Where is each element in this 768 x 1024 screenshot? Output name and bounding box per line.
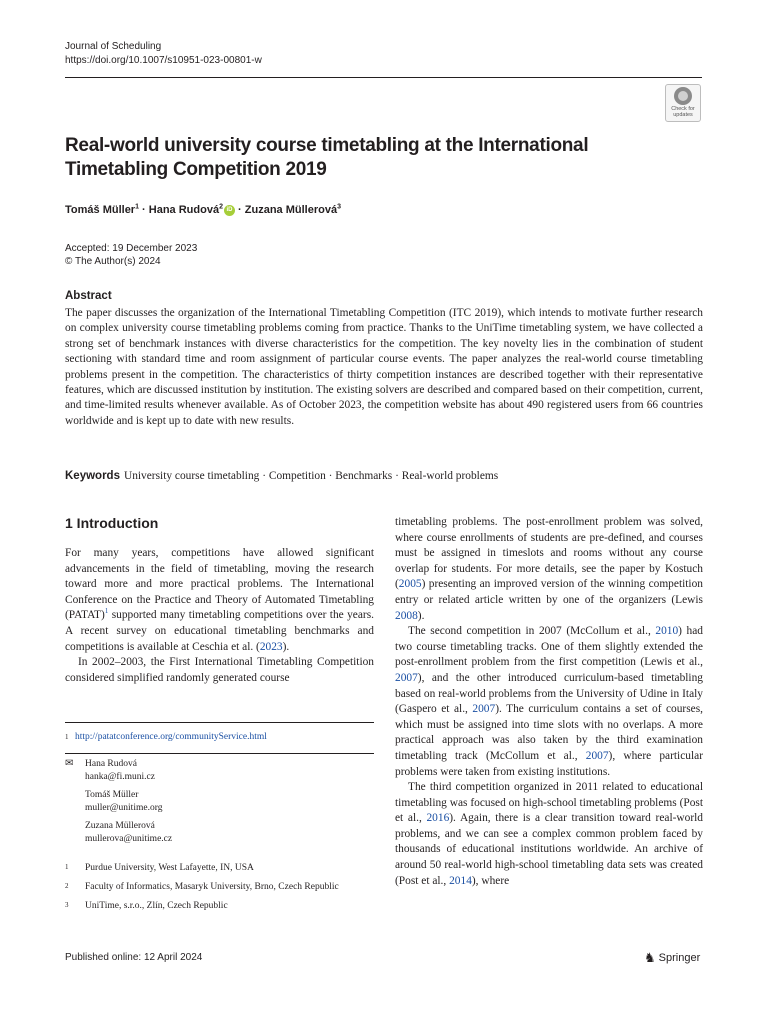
published-date: Published online: 12 April 2024: [65, 952, 203, 963]
affiliation-number: 2: [65, 882, 69, 890]
envelope-icon: ✉: [65, 758, 74, 769]
contact-email[interactable]: mullerova@unitime.cz: [85, 833, 173, 844]
footnote-ref[interactable]: 1: [104, 607, 109, 616]
affiliation-entry: [65, 900, 374, 913]
citation-link[interactable]: 2023: [259, 640, 283, 653]
contacts-rule: [65, 753, 374, 754]
left-column: [65, 546, 374, 686]
contact-list: [65, 758, 374, 851]
author-name[interactable]: Hana Rudová: [148, 204, 220, 216]
contact-name: Tomáš Müller: [85, 790, 139, 800]
header-rule: [65, 77, 702, 78]
badge-label: Check for updates: [671, 106, 695, 118]
author-list: Tomáš Müller$^1$ · Hana Rudová$^2$ iD · Zuzana Müllerová$^3$: [65, 203, 341, 216]
affiliation-entry: [65, 862, 374, 875]
author-affil-sup: 3: [337, 203, 341, 211]
citation-link[interactable]: 2005: [398, 578, 422, 591]
article-title: Real-world university course timetabling at the International Timetabling Competition 2019: [65, 135, 589, 180]
author-name[interactable]: Zuzana Müllerová: [244, 204, 338, 216]
publisher-logo[interactable]: [644, 950, 700, 966]
citation-link[interactable]: 2007: [395, 671, 418, 684]
citation-link[interactable]: 2008: [395, 609, 418, 622]
paragraph: The third competition organized in 2011 related to educational timetabling was focused on high-school timetabling problems (Post et al., 2016). Again, there is a clear transition toward real-world problems, and we can see a complex common problem faced by thousands of educational institutions worldwide. An archive of around 50 real-world high-school timetabling data sets was created (Post et al., 2014), where: [395, 781, 703, 887]
section-heading: 1 Introduction: [65, 515, 159, 531]
affiliation-text: Purdue University, West Lafayette, IN, USA: [85, 863, 254, 873]
affiliation-text: Faculty of Informatics, Masaryk University, Brno, Czech Republic: [85, 882, 339, 892]
contact-entry: [65, 820, 374, 845]
author-affil-sup: 2: [219, 203, 223, 211]
paragraph: timetabling problems. The post-enrollment problem was solved, where course enrollments of students are pre-defined, and courses must be assigned in timeslots and rooms without any course overlap for students. For more details, see the paper by Kostuch (2005) presenting an improved version of the winning competition entry or related article written by one of the organizers (Lewis 2008).: [395, 516, 703, 622]
abstract-text: The paper discusses the organization of the International Timetabling Competition (ITC 2019), which intends to motivate further research on complex university course timetabling problems coming from practice. Thanks to the UniTime timetabling system, we have collected a strong set of benchmark instances with diverse characteristics for the competition. The key novelty lies in the combination of student sectioning with standard time and room assignment of particular course events. The paper analyzes the real-world course timetabling problems present in the competition. The characteristics of thirty competition instances are described together with their representative features, which are discussed institution by institution. The existing solvers are described and compared based on their competition, current, and time-limited results whenever available. As of October 2023, the competition website has about 490 registered users from 66 countries worldwide and is kept up to date with new results.: [65, 307, 703, 427]
footnote: [65, 731, 374, 744]
footnote-rule: [65, 722, 374, 723]
right-column: [395, 515, 703, 889]
journal-header: [65, 40, 262, 68]
keywords-text: University course timetabling · Competition · Benchmarks · Real-world problems: [123, 470, 499, 482]
affiliation-entry: [65, 881, 374, 894]
copyright-line: © The Author(s) 2024: [65, 256, 161, 267]
contact-name: Zuzana Müllerová: [85, 821, 155, 831]
citation-link[interactable]: 2014: [449, 874, 472, 887]
contact-entry: [65, 789, 374, 814]
citation-link[interactable]: 2007: [585, 749, 609, 762]
springer-horse-icon: ♞: [644, 950, 656, 965]
abstract-heading: Abstract: [65, 290, 112, 302]
update-check-icon: [674, 87, 692, 105]
affiliation-list: [65, 862, 374, 919]
citation-link[interactable]: 2007: [472, 703, 496, 716]
article-dates: [65, 242, 197, 268]
keywords-line: [65, 468, 498, 484]
citation-link[interactable]: 2010: [655, 625, 679, 638]
contact-entry: [65, 758, 374, 783]
affiliation-number: 1: [65, 863, 69, 871]
contact-email[interactable]: hanka@fi.muni.cz: [85, 771, 155, 782]
keywords-label: Keywords: [65, 470, 120, 482]
footnote-number: 1: [65, 733, 69, 741]
doi-link[interactable]: https://doi.org/10.1007/s10951-023-00801-w: [65, 55, 262, 66]
orcid-icon[interactable]: iD: [224, 205, 235, 216]
affiliation-number: 3: [65, 901, 69, 909]
contact-name: Hana Rudová: [85, 759, 137, 769]
affiliation-text: UniTime, s.r.o., Zlín, Czech Republic: [85, 901, 228, 911]
paragraph: The second competition in 2007 (McCollum et al., 2010) had two course timetabling tracks. One of them slightly extended the post-enrollment problem from the first competition (Lewis et al., 2007), and the other introduced curriculum-based timetabling based on real-world problems from the University of Udine in Italy (Gaspero et al., 2007). The curriculum contains a set of courses, which must be assigned into time slots with no overlaps. A more practical approach was also taken by the third examination timetabling track (McCollum et al., 2007), where particular problems were taken from existing institutions.: [395, 625, 703, 778]
publisher-name: Springer: [658, 952, 701, 964]
citation-link[interactable]: 2016: [426, 812, 450, 825]
contact-email[interactable]: muller@unitime.org: [85, 802, 163, 813]
accepted-date: Accepted: 19 December 2023: [65, 243, 198, 254]
journal-name: Journal of Scheduling: [65, 41, 162, 52]
check-for-updates-badge[interactable]: [665, 84, 701, 122]
author-name[interactable]: Tomáš Müller: [65, 204, 136, 216]
footnote-url[interactable]: http://patatconference.org/communityService.html: [75, 732, 267, 742]
paragraph: In 2002–2003, the First International Timetabling Competition considered simplified randomly generated course: [65, 656, 374, 684]
paragraph: For many years, competitions have allowed significant advancements in the field of timetabling, moving the research toward more and more practical problems. The International Conference on the Practice and Theory of Automated Timetabling (PATAT)$^1$ supported many timetabling competitions over the years. A recent survey on educational timetabling benchmarks and competitions is available at Ceschia et al. (2023).: [65, 547, 374, 653]
author-affil-sup: 1: [135, 203, 139, 211]
